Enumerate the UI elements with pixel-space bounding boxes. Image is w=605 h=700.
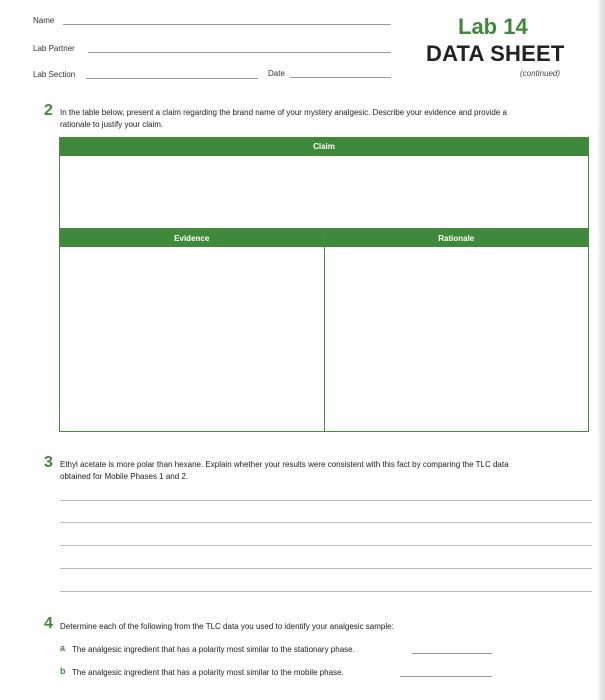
question-2-number: 2	[44, 102, 53, 119]
lab-number: Lab 14	[458, 14, 528, 39]
lab-partner-label: Lab Partner	[33, 44, 75, 53]
part-b-text: The analgesic ingredient that has a polarity most similar to the mobile phase.	[72, 668, 344, 677]
question-3-text-line2: obtained for Mobile Phases 1 and 2.	[60, 472, 189, 481]
evidence-column	[60, 230, 325, 431]
part-b-answer-field[interactable]	[400, 676, 492, 677]
date-label: Date	[268, 69, 285, 78]
answer-line[interactable]	[60, 591, 592, 592]
date-field[interactable]	[290, 77, 391, 78]
claim-header: Claim	[60, 138, 588, 156]
continued-note: (continued)	[520, 69, 561, 78]
evidence-cell[interactable]	[60, 247, 324, 431]
answer-line[interactable]	[60, 500, 592, 501]
lab-section-label: Lab Section	[33, 70, 76, 79]
sheet-title: DATA SHEET	[426, 41, 565, 66]
answer-line[interactable]	[60, 545, 592, 546]
question-2-text-line1: In the table below, present a claim regarding the brand name of your mystery analgesic. Describe your evidence and provide a	[60, 108, 507, 117]
page-edge-shadow	[598, 0, 605, 700]
part-b-letter: b	[60, 666, 66, 676]
claim-table	[59, 137, 589, 229]
rationale-column	[325, 230, 589, 431]
name-label: Name	[33, 16, 55, 25]
question-4-text: Determine each of the following from the TLC data you used to identify your analgesic sample:	[60, 622, 394, 631]
part-a-text: The analgesic ingredient that has a polarity most similar to the stationary phase.	[72, 645, 355, 654]
evidence-rationale-table	[59, 229, 589, 432]
question-3-text-line1: Ethyl acetate is more polar than hexane. Explain whether your results were consistent with this fact by comparing the TLC data	[60, 460, 509, 469]
question-3-number: 3	[44, 454, 53, 471]
lab-partner-field[interactable]	[88, 52, 391, 53]
evidence-header: Evidence	[60, 230, 324, 247]
part-a-answer-field[interactable]	[412, 653, 492, 654]
part-a-letter: a	[60, 643, 66, 653]
answer-line[interactable]	[60, 568, 592, 569]
answer-line[interactable]	[60, 522, 592, 523]
lab-section-field[interactable]	[86, 78, 258, 79]
question-2-text-line2: rationale to justify your claim.	[60, 120, 164, 129]
rationale-header: Rationale	[325, 230, 589, 247]
rationale-cell[interactable]	[325, 247, 589, 431]
claim-cell[interactable]	[60, 156, 588, 227]
name-field[interactable]	[63, 24, 391, 25]
question-4-number: 4	[44, 615, 53, 632]
